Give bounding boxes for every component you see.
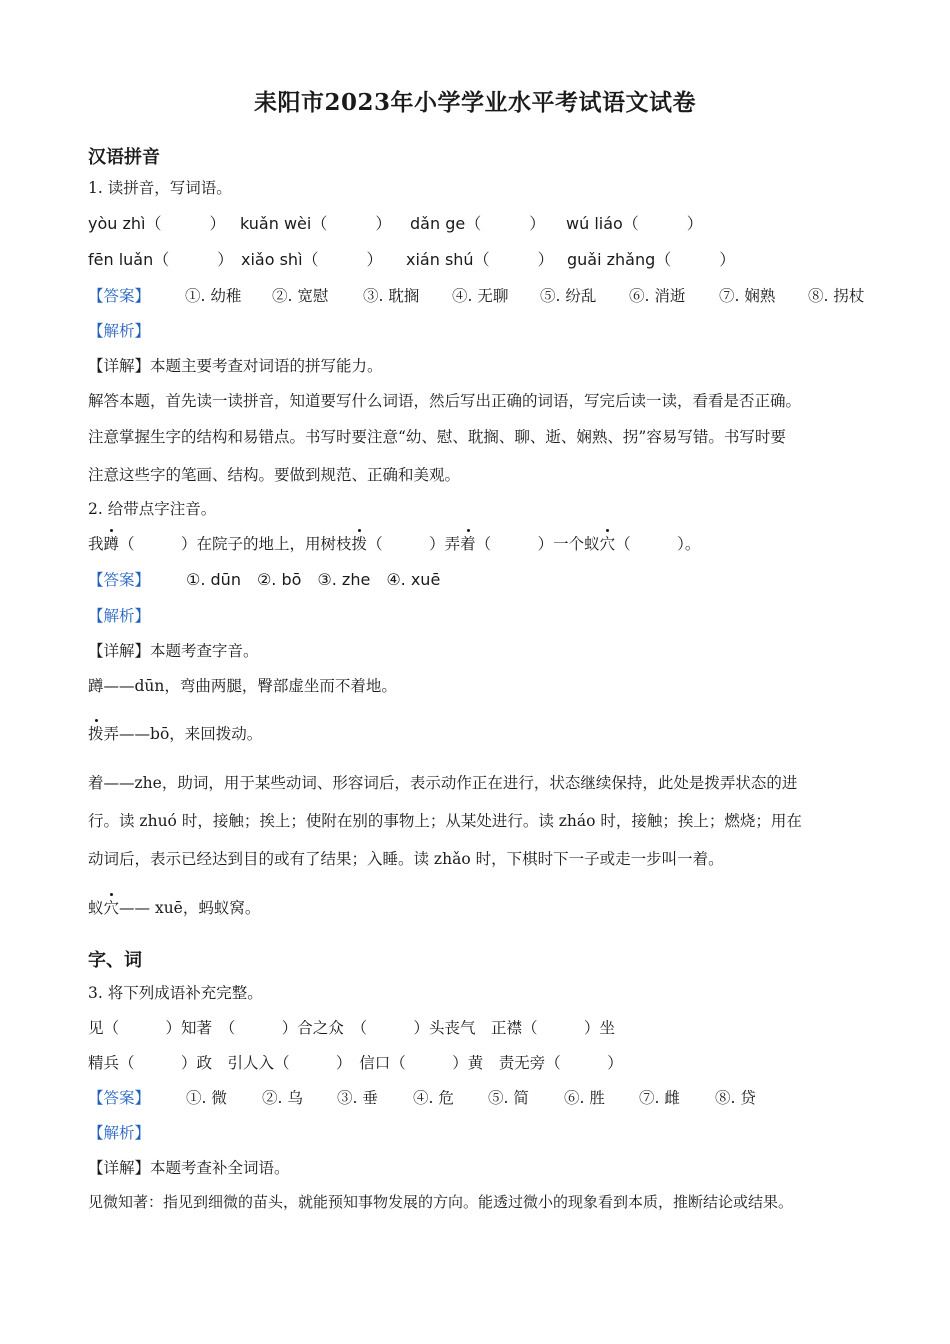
answer-item: ①. 微 — [186, 1089, 227, 1107]
analysis-tag: 【解析】 — [88, 607, 151, 625]
answer-item: ⑧. 贷 — [715, 1089, 756, 1107]
q2-sentence-text: （ ）一个蚁 — [475, 535, 600, 553]
q2-sentence-text: 我 — [88, 535, 104, 553]
q1-answer-row — [88, 286, 868, 308]
q2-stem: 2. 给带点字注音。 — [88, 500, 217, 518]
q1-pinyin-item: wú liáo（ ） — [566, 214, 703, 233]
answer-item: ①. 幼稚 — [185, 287, 242, 305]
dotted-char: 穴 — [599, 535, 616, 553]
answer-item: ③. 垂 — [337, 1089, 378, 1107]
q2-explanation: 动词后，表示已经达到目的或有了结果；入睡。读 zhǎo 时，下棋时下一子或走一步叫一着。 — [88, 850, 724, 868]
q1-pinyin-item: xiǎo shì（ ） — [241, 250, 383, 269]
q2-answer-row — [88, 570, 588, 592]
q2-explanation: 蹲——dūn，弯曲两腿，臀部虚坐而不着地。 — [88, 677, 397, 695]
q1-pinyin-item: kuǎn wèi（ ） — [240, 214, 392, 233]
answer-item: ④. 无聊 — [452, 287, 509, 305]
q2-sentence — [88, 534, 700, 554]
answer-tag: 【答案】 — [88, 571, 151, 589]
answer-item: ②. 宽慰 — [272, 287, 329, 305]
q2-explanation-text: 蚁 — [88, 899, 104, 917]
q2-explanation-text: 弄——bō，来回拨动。 — [103, 725, 263, 743]
answer-item: ④. 危 — [413, 1089, 454, 1107]
q1-paragraph: 解答本题，首先读一读拼音，知道要写什么词语，然后写出正确的词语，写完后读一读，看看是否正确。 — [88, 392, 802, 410]
q3-detail: 【详解】本题考查补全词语。 — [88, 1159, 290, 1177]
q1-stem: 1. 读拼音，写词语。 — [88, 179, 232, 197]
answer-item: ⑥. 胜 — [564, 1089, 605, 1107]
q2-detail: 【详解】本题考查字音。 — [88, 642, 259, 660]
q1-pinyin-item: xián shú（ ） — [406, 250, 554, 269]
answer-item: ①. dūn ②. bō ③. zhe ④. xuē — [186, 570, 441, 589]
page-title: 耒阳市2023年小学学业水平考试语文试卷 — [253, 89, 696, 116]
answer-item: ⑦. 雌 — [639, 1089, 680, 1107]
analysis-tag: 【解析】 — [88, 322, 151, 340]
answer-tag: 【答案】 — [88, 287, 151, 305]
q3-idiom-row: 见（ ）知著 （ ）合之众 （ ）头丧气 正襟（ ）坐 — [88, 1019, 616, 1037]
q3-paragraph: 见微知著：指见到细微的苗头，就能预知事物发展的方向。能透过微小的现象看到本质，推断结论或结果。 — [88, 1193, 794, 1211]
answer-item: ③. 耽搁 — [363, 287, 420, 305]
answer-item: ②. 乌 — [262, 1089, 303, 1107]
q1-pinyin-row-2 — [88, 250, 868, 272]
section-heading-pinyin: 汉语拼音 — [88, 147, 160, 168]
q1-detail: 【详解】本题主要考查对词语的拼写能力。 — [88, 357, 383, 375]
dotted-char: 穴 — [103, 899, 120, 917]
q2-explanation — [88, 898, 260, 918]
q2-explanation-text: —— xuē，蚂蚁窝。 — [119, 899, 261, 917]
dotted-char: 着 — [460, 535, 476, 553]
q1-pinyin-item: dǎn ge（ ） — [410, 214, 546, 233]
q1-paragraph: 注意掌握生字的结构和易错点。书写时要注意“幼、慰、耽搁、聊、逝、娴熟、拐”容易写错。书写时要 — [88, 428, 786, 446]
q1-pinyin-item: guǎi zhǎng（ ） — [567, 250, 736, 269]
q2-explanation — [88, 724, 262, 744]
q2-sentence-text: （ ）弄 — [367, 535, 461, 553]
q3-answer-row — [88, 1088, 788, 1110]
q1-pinyin-item: fēn luǎn（ ） — [88, 250, 234, 269]
section-heading-zici: 字、词 — [88, 950, 142, 971]
q2-sentence-text: （ ）。 — [615, 535, 701, 553]
q2-explanation: 着——zhe，助词，用于某些动词、形容词后，表示动作正在进行，状态继续保持，此处是拨弄状态的进 — [88, 774, 798, 792]
answer-item: ⑤. 纷乱 — [540, 287, 597, 305]
dotted-char: 蹲 — [103, 535, 120, 553]
q1-paragraph: 注意这些字的笔画、结构。要做到规范、正确和美观。 — [88, 466, 461, 484]
answer-item: ⑦. 娴熟 — [719, 287, 776, 305]
analysis-tag: 【解析】 — [88, 1124, 151, 1142]
q3-idiom-row: 精兵（ ）政 引人入（ ） 信口（ ）黄 责无旁（ ） — [88, 1054, 623, 1072]
answer-item: ⑧. 拐杖 — [808, 287, 865, 305]
dotted-char: 拨 — [351, 535, 368, 553]
dotted-char: 拨 — [88, 725, 104, 743]
q2-explanation: 行。读 zhuó 时，接触；挨上；使附在别的事物上；从某处进行。读 zháo 时，接触；挨上；燃烧；用在 — [88, 812, 802, 830]
answer-tag: 【答案】 — [88, 1089, 151, 1107]
q2-sentence-text: （ ）在院子的地上，用树枝 — [119, 535, 352, 553]
answer-item: ⑤. 简 — [488, 1089, 529, 1107]
q3-stem: 3. 将下列成语补充完整。 — [88, 984, 263, 1002]
q1-pinyin-row-1 — [88, 214, 868, 236]
q1-pinyin-item: yòu zhì（ ） — [88, 214, 226, 233]
answer-item: ⑥. 消逝 — [629, 287, 686, 305]
